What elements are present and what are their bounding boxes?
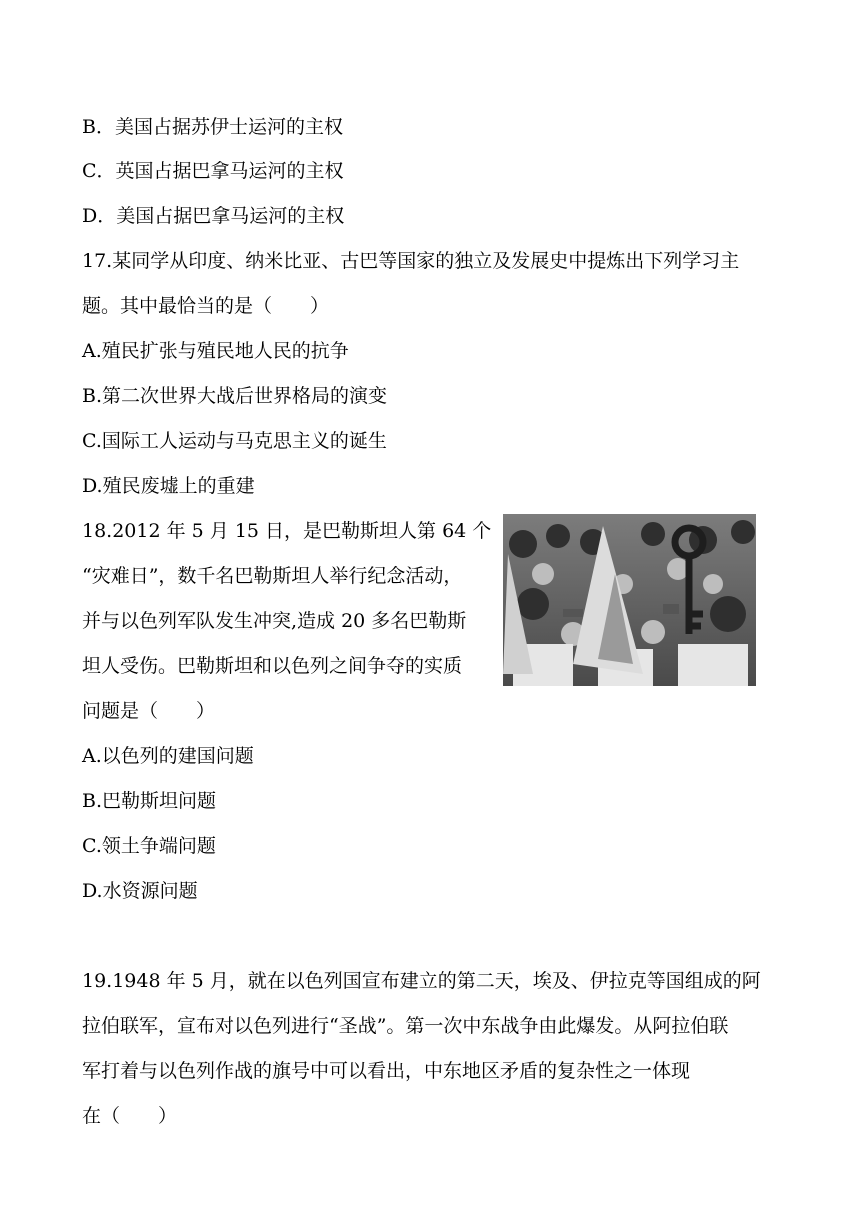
q18-option-d: D.水资源问题 (82, 880, 198, 902)
q18-stem-line-5: 问题是（ ） (82, 700, 216, 722)
protest-photo (503, 514, 756, 686)
q18-option-b: B.巴勒斯坦问题 (82, 790, 217, 812)
q16-option-d: D．美国占据巴拿马运河的主权 (82, 205, 345, 227)
q18-option-c: C.领土争端问题 (82, 835, 216, 857)
q17-option-b: B.第二次世界大战后世界格局的演变 (82, 385, 388, 407)
q16-option-b: B．美国占据苏伊士运河的主权 (82, 116, 343, 138)
q17-stem-line-1: 17.某同学从印度、纳米比亚、古巴等国家的独立及发展史中提炼出下列学习主 (82, 250, 740, 272)
q18-stem-line-3: 并与以色列军队发生冲突,造成 20 多名巴勒斯 (82, 610, 467, 632)
protest-photo-image (503, 514, 756, 686)
q18-stem-line-1: 18.2012 年 5 月 15 日，是巴勒斯坦人第 64 个 (82, 520, 492, 542)
q16-option-c: C．英国占据巴拿马运河的主权 (82, 160, 344, 182)
q17-stem-line-2: 题。其中最恰当的是（ ） (82, 295, 330, 317)
q19-stem-line-4: 在（ ） (82, 1105, 178, 1127)
q18-option-a: A.以色列的建国问题 (82, 745, 254, 767)
q17-option-a: A.殖民扩张与殖民地人民的抗争 (82, 340, 349, 362)
q19-stem-line-2: 拉伯联军，宣布对以色列进行“圣战”。第一次中东战争由此爆发。从阿拉伯联 (82, 1015, 729, 1037)
q17-option-c: C.国际工人运动与马克思主义的诞生 (82, 430, 387, 452)
q19-stem-line-1: 19.1948 年 5 月，就在以色列国宣布建立的第二天，埃及、伊拉克等国组成的阿 (82, 970, 761, 992)
q17-option-d: D.殖民废墟上的重建 (82, 475, 255, 497)
q19-stem-line-3: 军打着与以色列作战的旗号中可以看出，中东地区矛盾的复杂性之一体现 (82, 1060, 691, 1082)
q18-stem-line-2: “灾难日”，数千名巴勒斯坦人举行纪念活动， (82, 565, 463, 587)
q18-stem-line-4: 坦人受伤。巴勒斯坦和以色列之间争夺的实质 (82, 655, 463, 677)
